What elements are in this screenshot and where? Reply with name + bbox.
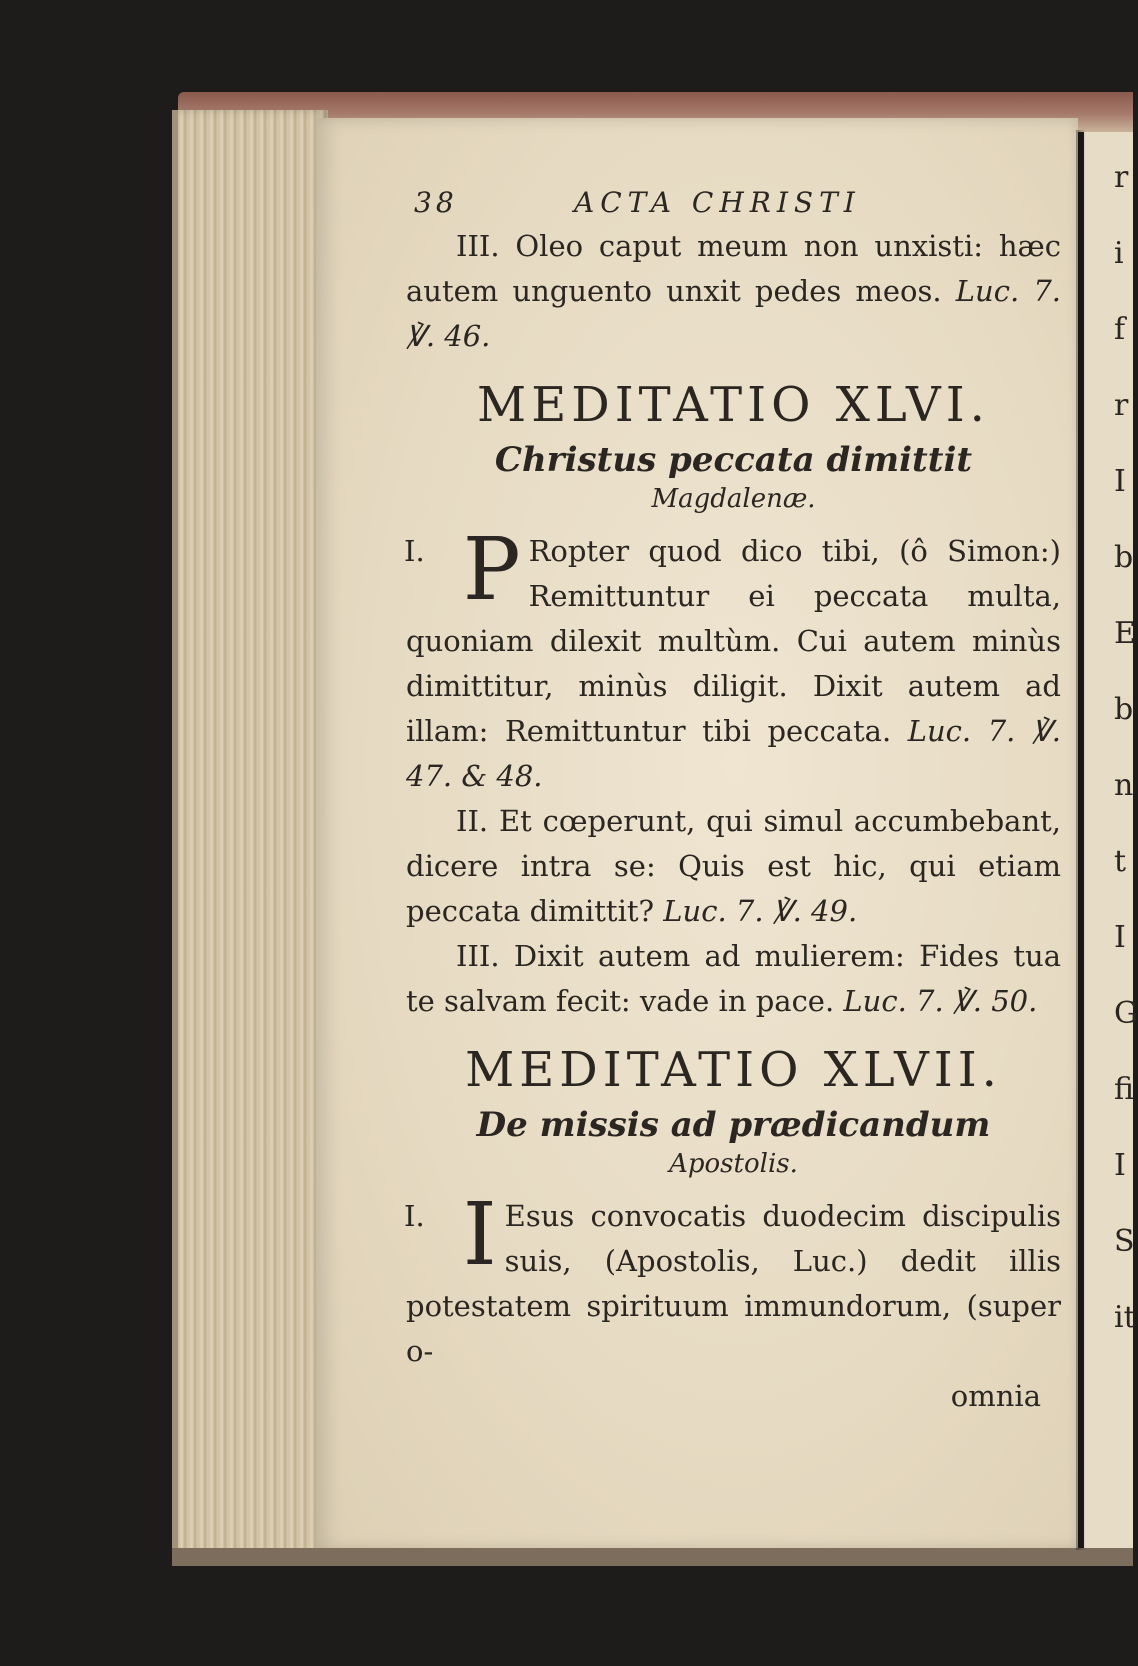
right-page-fragment: fi [1114, 1072, 1135, 1107]
right-page-fragment: S [1114, 1224, 1135, 1259]
drop-cap: I [462, 1185, 497, 1285]
running-head: ACTA CHRISTI [574, 186, 861, 219]
right-page-fragment: n [1114, 768, 1134, 803]
page-header [406, 180, 1061, 224]
meditation-46-title: MEDITATIO XLVI. [477, 377, 990, 433]
meditation-47-subtitle-2: Apostolis. [669, 1149, 798, 1179]
right-page-fragment: b [1114, 540, 1134, 575]
meditation-46-para-3 [406, 934, 1061, 1024]
right-page-fragment: I [1114, 1148, 1126, 1183]
catchword: omnia [950, 1379, 1041, 1413]
right-page-fragment: b [1114, 692, 1134, 727]
gutter-shadow [1076, 130, 1086, 1550]
folio: 38 [414, 186, 458, 219]
page-edges [172, 110, 328, 1566]
paragraph-number: I. [404, 1199, 425, 1233]
right-page-fragment: I [1114, 464, 1126, 499]
right-page-fragment: r [1114, 160, 1129, 195]
right-page-fragment: I [1114, 920, 1126, 955]
right-page-fragments [1114, 140, 1138, 1540]
meditation-46-subtitle: Christus peccata dimittit [494, 440, 973, 480]
intro-text: III. Oleo caput meum non unxisti: hæc autem unguento unxit pedes meos. [406, 229, 1061, 308]
paragraph-text: II. Et cœperunt, qui simul accumbebant, dicere intra se: Quis est hic, qui etiam peccata dimittit? [406, 804, 1061, 928]
meditation-47-para-1 [404, 1185, 1061, 1374]
paragraph-text: III. Dixit autem ad mulierem: Fides tua te salvam fecit: vade in pace. [406, 939, 1061, 1018]
right-page-fragment: r [1114, 388, 1129, 423]
intro-reference: Luc. 7. ℣. 46. [406, 274, 1061, 353]
drop-cap: P [462, 520, 521, 620]
intro-paragraph [406, 224, 1061, 359]
meditation-47-title: MEDITATIO XLVII. [465, 1042, 1002, 1098]
right-page-fragment: E [1114, 616, 1136, 651]
paragraph-text: Ropter quod dico tibi, (ô Simon:) Remittuntur ei peccata multa, quoniam dilexit multùm. Cui autem minùs dimittitur, minùs diligit. Dixit autem ad illam: Remittuntur tibi peccata. [406, 534, 1061, 748]
meditation-46-subtitle-2: Magdalenæ. [651, 484, 816, 514]
right-page-fragment: t [1114, 844, 1127, 879]
paragraph-reference: Luc. 7. ℣. 49. [663, 894, 858, 928]
book-bottom-edge [172, 1548, 1133, 1566]
right-page-fragment: f [1114, 312, 1126, 347]
right-page-fragment: i [1114, 236, 1124, 271]
page-text [406, 180, 1061, 1419]
paragraph-number: I. [404, 534, 425, 568]
meditation-46-para-1 [404, 520, 1061, 799]
paragraph-reference: Luc. 7. ℣. 47. & 48. [406, 714, 1061, 793]
right-page-fragment: it [1114, 1300, 1136, 1335]
paragraph-text: Esus convocatis duodecim discipulis suis, (Apostolis, Luc.) dedit illis potestatem spirituum immundorum, (super o- [406, 1199, 1061, 1368]
paragraph-reference: Luc. 7. ℣. 50. [843, 984, 1038, 1018]
meditation-46-para-2 [406, 799, 1061, 934]
meditation-47-subtitle: De missis ad prædicandum [476, 1105, 991, 1145]
right-page-fragment: G [1114, 996, 1138, 1031]
